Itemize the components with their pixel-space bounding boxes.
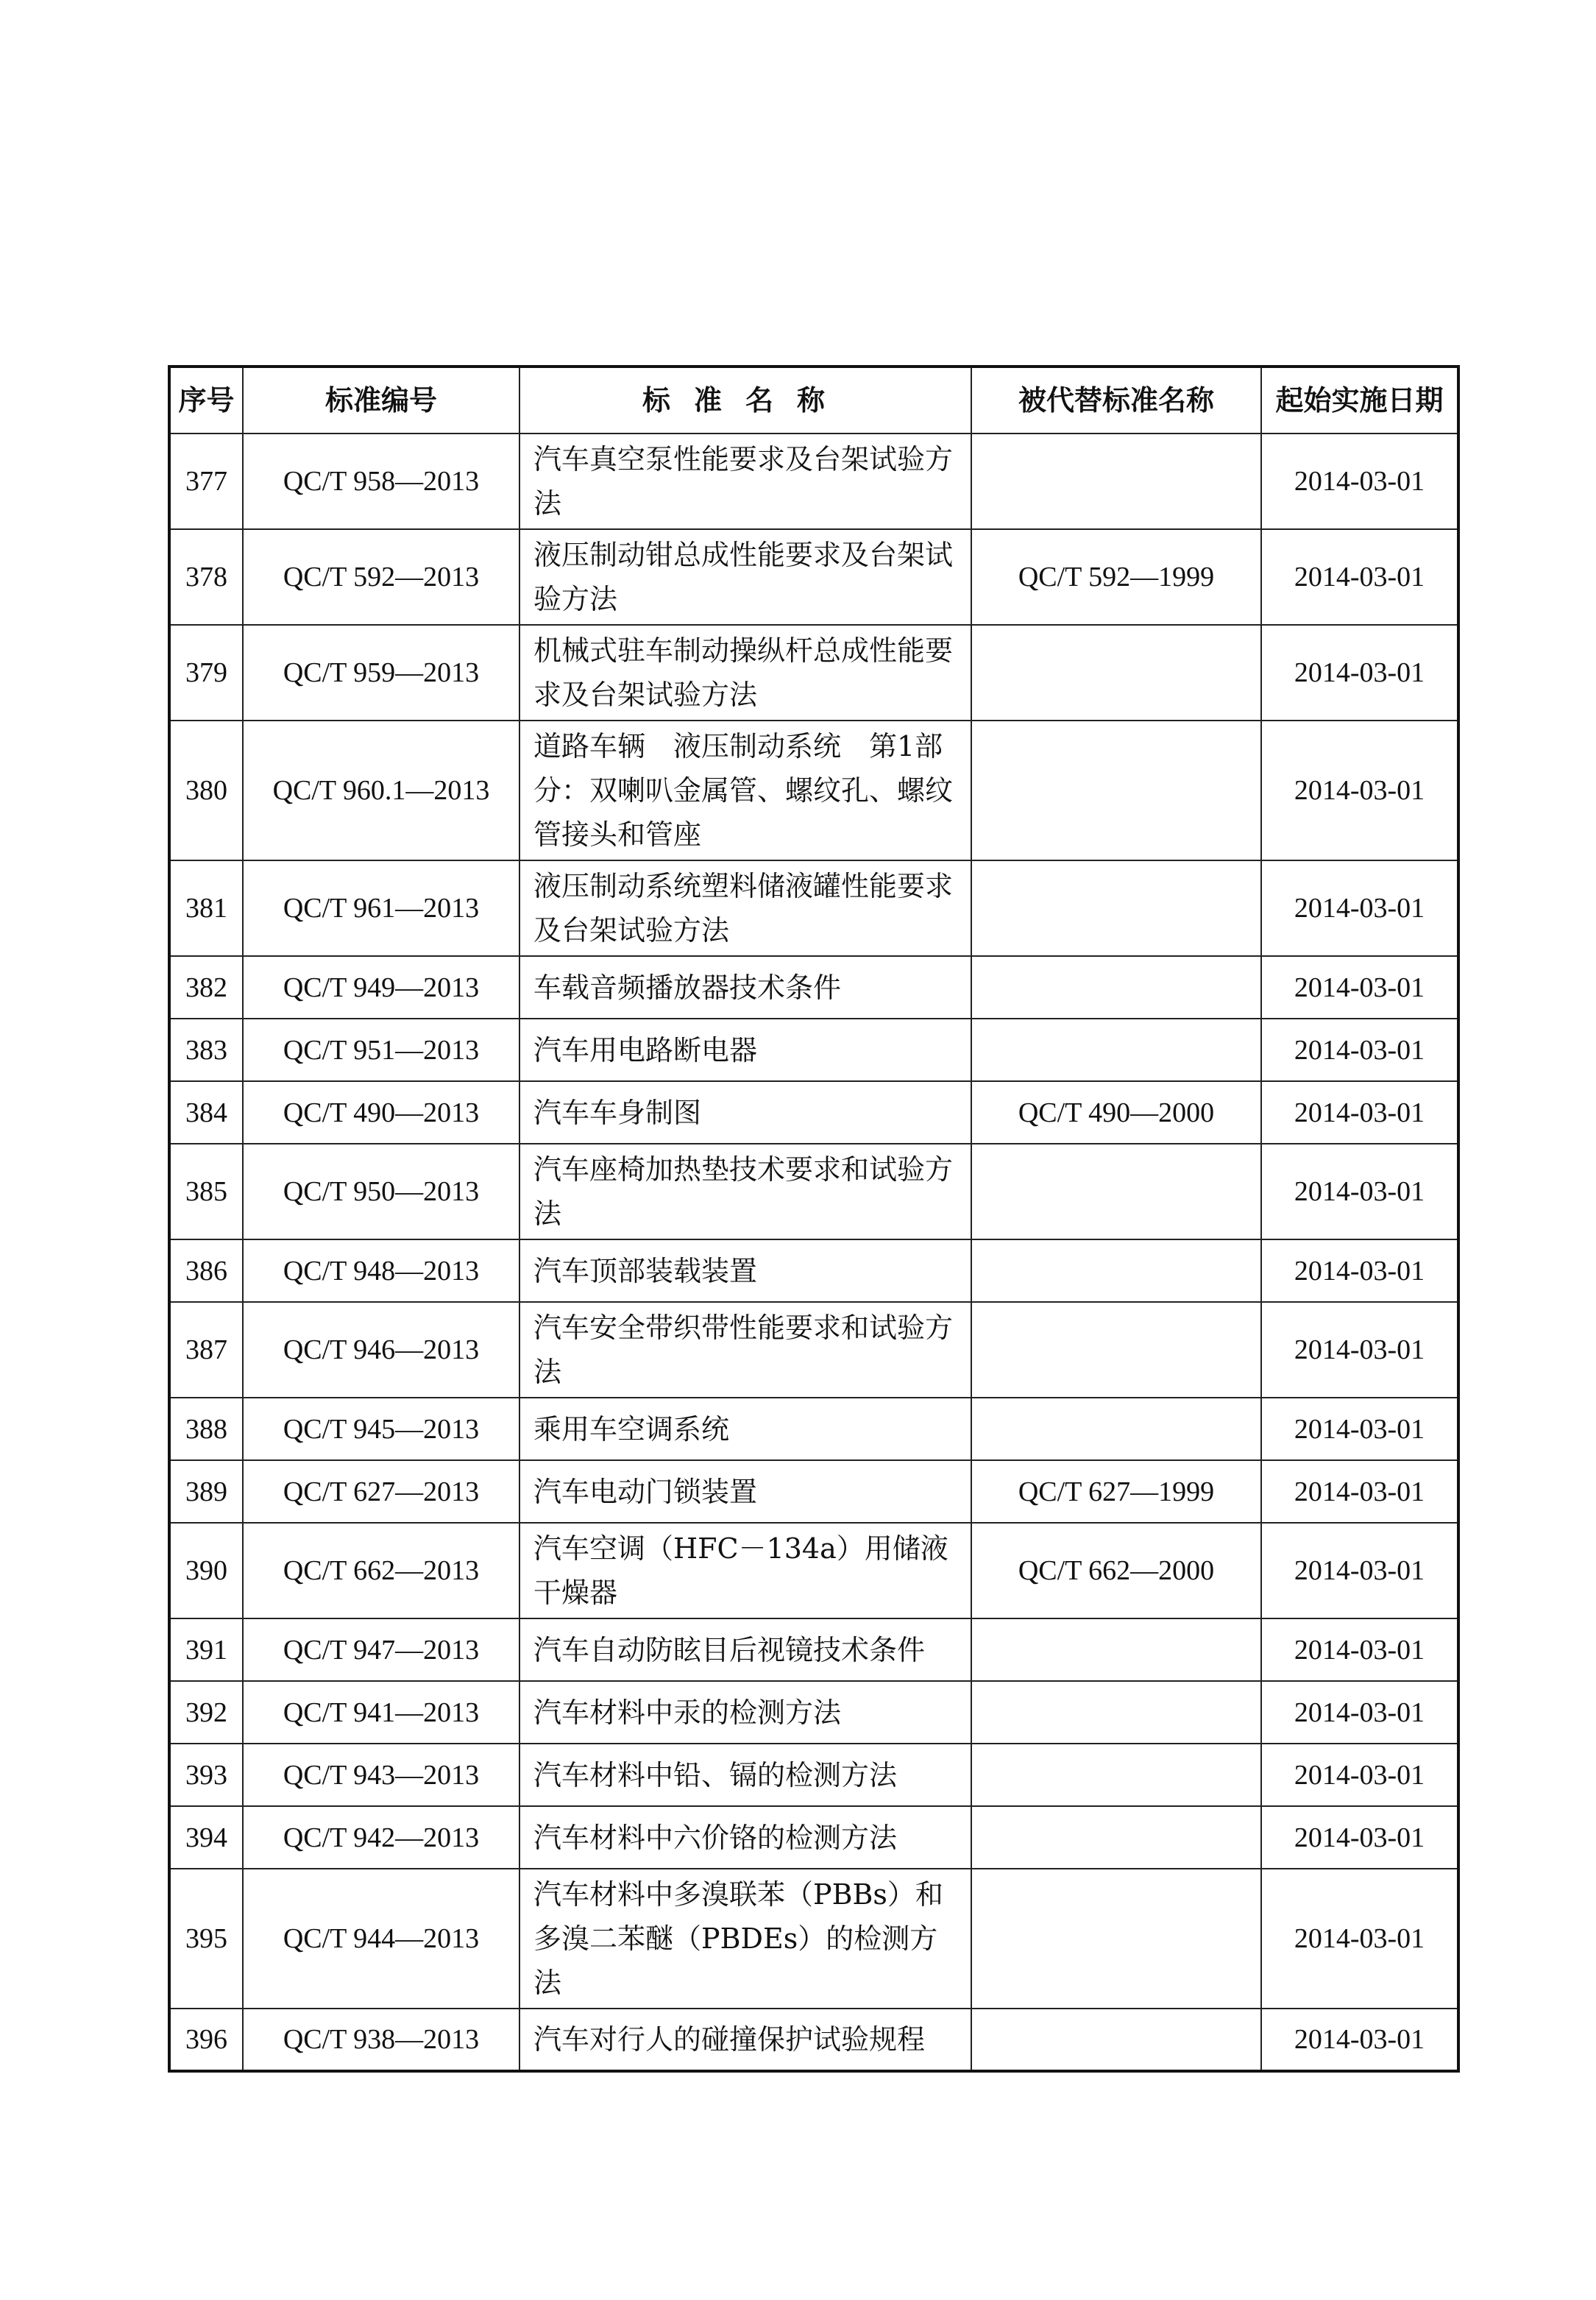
- standard-name-cell: 道路车辆 液压制动系统 第1部分：双喇叭金属管、螺纹孔、螺纹管接头和管座: [519, 721, 971, 860]
- standard-name-cell: 机械式驻车制动操纵杆总成性能要求及台架试验方法: [519, 625, 971, 721]
- replaced-standard-cell: [971, 721, 1261, 860]
- header-effective-date: 起始实施日期: [1261, 367, 1458, 434]
- serial-no-cell: 378: [169, 529, 243, 625]
- serial-no-cell: 393: [169, 1744, 243, 1806]
- replaced-standard-cell: [971, 1302, 1261, 1398]
- standard-name-cell: 汽车用电路断电器: [519, 1019, 971, 1081]
- serial-no-cell: 394: [169, 1806, 243, 1869]
- table-row: [169, 1239, 1458, 1302]
- table-row: [169, 1144, 1458, 1239]
- standard-name-cell: 汽车座椅加热垫技术要求和试验方法: [519, 1144, 971, 1239]
- replaced-standard-cell: [971, 1806, 1261, 1869]
- serial-no-cell: 387: [169, 1302, 243, 1398]
- standard-name-cell: 乘用车空调系统: [519, 1398, 971, 1460]
- table-row: [169, 1618, 1458, 1681]
- table-row: [169, 1460, 1458, 1523]
- replaced-standard-cell: QC/T 627—1999: [971, 1460, 1261, 1523]
- replaced-standard-cell: [971, 956, 1261, 1019]
- table-row: [169, 529, 1458, 625]
- standard-name-cell: 液压制动系统塑料储液罐性能要求及台架试验方法: [519, 860, 971, 956]
- standard-name-cell: 汽车空调（HFC－134a）用储液干燥器: [519, 1523, 971, 1618]
- standard-name-cell: 汽车安全带织带性能要求和试验方法: [519, 1302, 971, 1398]
- effective-date-cell: 2014-03-01: [1261, 1681, 1458, 1744]
- table-row: [169, 625, 1458, 721]
- standard-name-cell: 汽车真空泵性能要求及台架试验方法: [519, 434, 971, 529]
- effective-date-cell: 2014-03-01: [1261, 1523, 1458, 1618]
- serial-no-cell: 389: [169, 1460, 243, 1523]
- effective-date-cell: 2014-03-01: [1261, 1618, 1458, 1681]
- effective-date-cell: 2014-03-01: [1261, 1744, 1458, 1806]
- standard-name-cell: 汽车顶部装载装置: [519, 1239, 971, 1302]
- replaced-standard-cell: QC/T 490—2000: [971, 1081, 1261, 1144]
- effective-date-cell: 2014-03-01: [1261, 434, 1458, 529]
- serial-no-cell: 385: [169, 1144, 243, 1239]
- effective-date-cell: 2014-03-01: [1261, 1019, 1458, 1081]
- serial-no-cell: 386: [169, 1239, 243, 1302]
- effective-date-cell: 2014-03-01: [1261, 1239, 1458, 1302]
- table-row: [169, 1081, 1458, 1144]
- table-row: [169, 1019, 1458, 1081]
- serial-no-cell: 377: [169, 434, 243, 529]
- standard-code-cell: QC/T 958—2013: [243, 434, 519, 529]
- standard-code-cell: QC/T 938—2013: [243, 2009, 519, 2071]
- standard-name-cell: 汽车自动防眩目后视镜技术条件: [519, 1618, 971, 1681]
- serial-no-cell: 392: [169, 1681, 243, 1744]
- effective-date-cell: 2014-03-01: [1261, 1869, 1458, 2009]
- standard-code-cell: QC/T 627—2013: [243, 1460, 519, 1523]
- replaced-standard-cell: [971, 1744, 1261, 1806]
- standard-code-cell: QC/T 948—2013: [243, 1239, 519, 1302]
- standard-code-cell: QC/T 949—2013: [243, 956, 519, 1019]
- table-row: [169, 1398, 1458, 1460]
- serial-no-cell: 395: [169, 1869, 243, 2009]
- table-body: [169, 434, 1458, 2071]
- serial-no-cell: 382: [169, 956, 243, 1019]
- replaced-standard-cell: [971, 860, 1261, 956]
- serial-no-cell: 396: [169, 2009, 243, 2071]
- table-row: [169, 1806, 1458, 1869]
- serial-no-cell: 383: [169, 1019, 243, 1081]
- replaced-standard-cell: [971, 1618, 1261, 1681]
- header-standard-code: 标准编号: [243, 367, 519, 434]
- serial-no-cell: 379: [169, 625, 243, 721]
- serial-no-cell: 381: [169, 860, 243, 956]
- standard-name-cell: 汽车车身制图: [519, 1081, 971, 1144]
- table-row: [169, 434, 1458, 529]
- table-header-row: [169, 367, 1458, 434]
- standard-name-cell: 汽车对行人的碰撞保护试验规程: [519, 2009, 971, 2071]
- standard-name-cell: 汽车材料中汞的检测方法: [519, 1681, 971, 1744]
- effective-date-cell: 2014-03-01: [1261, 1460, 1458, 1523]
- header-standard-name: 标准名称: [519, 367, 971, 434]
- serial-no-cell: 388: [169, 1398, 243, 1460]
- standard-code-cell: QC/T 959—2013: [243, 625, 519, 721]
- table-row: [169, 1302, 1458, 1398]
- table-row: [169, 721, 1458, 860]
- effective-date-cell: 2014-03-01: [1261, 721, 1458, 860]
- replaced-standard-cell: [971, 625, 1261, 721]
- table-row: [169, 956, 1458, 1019]
- replaced-standard-cell: QC/T 592—1999: [971, 529, 1261, 625]
- replaced-standard-cell: [971, 434, 1261, 529]
- standard-name-cell: 汽车电动门锁装置: [519, 1460, 971, 1523]
- standard-code-cell: QC/T 961—2013: [243, 860, 519, 956]
- serial-no-cell: 390: [169, 1523, 243, 1618]
- replaced-standard-cell: [971, 1144, 1261, 1239]
- replaced-standard-cell: [971, 1239, 1261, 1302]
- effective-date-cell: 2014-03-01: [1261, 1081, 1458, 1144]
- table-row: [169, 1869, 1458, 2009]
- standard-name-cell: 汽车材料中六价铬的检测方法: [519, 1806, 971, 1869]
- replaced-standard-cell: [971, 1398, 1261, 1460]
- effective-date-cell: 2014-03-01: [1261, 529, 1458, 625]
- effective-date-cell: 2014-03-01: [1261, 1398, 1458, 1460]
- standards-table: [168, 365, 1460, 2073]
- serial-no-cell: 391: [169, 1618, 243, 1681]
- effective-date-cell: 2014-03-01: [1261, 956, 1458, 1019]
- replaced-standard-cell: [971, 1681, 1261, 1744]
- standard-code-cell: QC/T 943—2013: [243, 1744, 519, 1806]
- effective-date-cell: 2014-03-01: [1261, 625, 1458, 721]
- table-row: [169, 1681, 1458, 1744]
- replaced-standard-cell: [971, 2009, 1261, 2071]
- effective-date-cell: 2014-03-01: [1261, 1302, 1458, 1398]
- table-row: [169, 860, 1458, 956]
- standard-code-cell: QC/T 960.1—2013: [243, 721, 519, 860]
- standard-code-cell: QC/T 951—2013: [243, 1019, 519, 1081]
- serial-no-cell: 380: [169, 721, 243, 860]
- standard-code-cell: QC/T 947—2013: [243, 1618, 519, 1681]
- standard-code-cell: QC/T 662—2013: [243, 1523, 519, 1618]
- effective-date-cell: 2014-03-01: [1261, 860, 1458, 956]
- table-row: [169, 1744, 1458, 1806]
- standard-name-cell: 车载音频播放器技术条件: [519, 956, 971, 1019]
- standard-name-cell: 汽车材料中铅、镉的检测方法: [519, 1744, 971, 1806]
- serial-no-cell: 384: [169, 1081, 243, 1144]
- standard-code-cell: QC/T 945—2013: [243, 1398, 519, 1460]
- standard-code-cell: QC/T 942—2013: [243, 1806, 519, 1869]
- standard-code-cell: QC/T 941—2013: [243, 1681, 519, 1744]
- effective-date-cell: 2014-03-01: [1261, 1806, 1458, 1869]
- standards-table-container: [168, 365, 1457, 2073]
- standard-code-cell: QC/T 944—2013: [243, 1869, 519, 2009]
- header-serial-no: 序号: [169, 367, 243, 434]
- effective-date-cell: 2014-03-01: [1261, 1144, 1458, 1239]
- standard-name-cell: 液压制动钳总成性能要求及台架试验方法: [519, 529, 971, 625]
- replaced-standard-cell: QC/T 662—2000: [971, 1523, 1261, 1618]
- effective-date-cell: 2014-03-01: [1261, 2009, 1458, 2071]
- standard-name-cell: 汽车材料中多溴联苯（PBBs）和多溴二苯醚（PBDEs）的检测方法: [519, 1869, 971, 2009]
- table-row: [169, 1523, 1458, 1618]
- standard-code-cell: QC/T 592—2013: [243, 529, 519, 625]
- replaced-standard-cell: [971, 1869, 1261, 2009]
- table-row: [169, 2009, 1458, 2071]
- standard-code-cell: QC/T 490—2013: [243, 1081, 519, 1144]
- standard-code-cell: QC/T 946—2013: [243, 1302, 519, 1398]
- replaced-standard-cell: [971, 1019, 1261, 1081]
- header-replaced-standard: 被代替标准名称: [971, 367, 1261, 434]
- standard-code-cell: QC/T 950—2013: [243, 1144, 519, 1239]
